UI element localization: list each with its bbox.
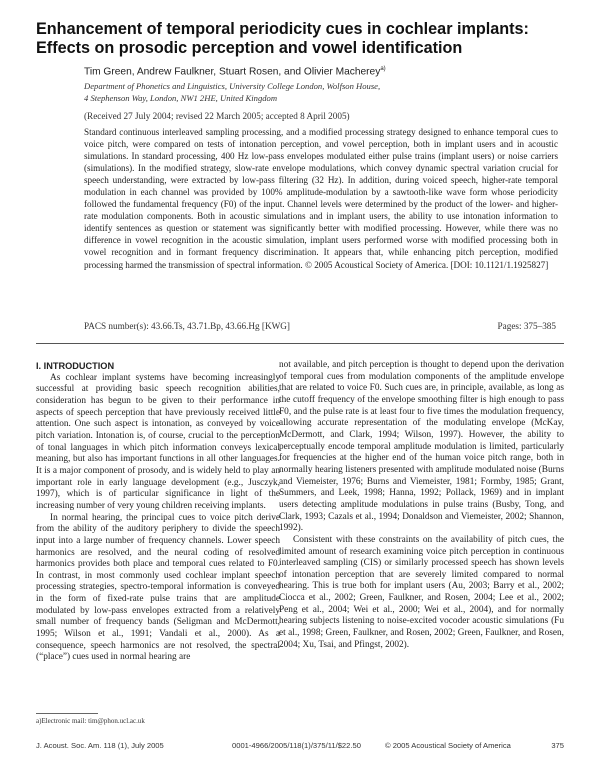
abstract: Standard continuous interleaved sampling processing, and a modified processing strategy designed to enhance temporal cues to voice pitch, were compared on tests of intonation perception, and vowel perception, both in implant users and in acoustic simulations. In standard processing, 400 Hz low-pass envelopes modulated either pulse trains (implant users) or noise carriers (simulations). In the modified strategy, slow-rate envelope modulations, which convey dynamic spectral variation crucial for speech understanding, were extracted by low-pass filtering (32 Hz). In addition, during voiced speech, higher-rate temporal modulation in each channel was provided by 100% amplitude-modulation by a sawtooth-like wave form whose periodicity followed the fundamental frequency (F0) of the input. Channel levels were determined by the product of the lower- and higher-rate modulation components. Both in acoustic simulations and in implant users, the ability to use intonation information to identify sentences as question or statement was significantly better with modified processing. However, while there was no difference in vowel recognition in the acoustic simulation, implant users performed worse with modified processing both in vowel recognition and in formant frequency discrimination. It appears that, while enhancing pitch perception, modified processing harmed the transmission of spectral information. © 2005 Acoustical Society of America. [DOI: 10.1121/1.1925827]	[84, 127, 558, 270]
paper-title: Enhancement of temporal periodicity cues in cochlear implants: Effects on prosodic perception and vowel identification	[36, 20, 529, 57]
left-column	[36, 361, 280, 664]
footer-copyright: © 2005 Acoustical Society of America	[385, 741, 511, 750]
intro-paragraph-2: In normal hearing, the principal cues to voice pitch derive from the ability of the auditory periphery to divide the speech input into a large number of frequency channels. Lower speech harmonics are resolved, and the neural coding of resolved harmonics provides both place and temporal cues related to F0. In contrast, in most commonly used cochlear implant speech processing strategies, spectro-temporal information is conveyed in the form of fixed-rate pulse trains that are amplitude modulated by low-pass envelopes extracted from a relatively small number of frequency bands (Seligman and McDermott, 1995; Wilson et al., 1991; Vandali et al., 2000). As a consequence, speech harmonics are not resolved, the spectral (“place”) cues used in normal hearing are	[36, 512, 280, 663]
footer-journal: J. Acoust. Soc. Am. 118 (1), July 2005	[36, 741, 164, 750]
footer-page-number: 375	[551, 741, 564, 750]
footnote-divider	[36, 713, 98, 714]
pacs-numbers: PACS number(s): 43.66.Ts, 43.71.Bp, 43.66.Hg [KWG]	[84, 321, 290, 331]
intro-paragraph-4: Consistent with these constraints on the availability of pitch cues, the limited amount of research examining voice pitch perception in continuous interleaved sampling (CIS) or similarly processed speech has shown levels of intonation perception that are severely limited compared to normal hearing. This is true both for implant users (Au, 2003; Barry et al., 2002; Ciocca et al., 2002; Green, Faulkner, and Rosen, 2004; Lee et al., 2002; Peng et al., 2004; Wei et al., 2000; Wei et al., 2004), and for normally hearing subjects listening to noise-excited vocoder acoustic simulations (Fu et al., 1998; Green, Faulkner, and Rosen, 2002; Green, Faulkner, and Rosen, 2004; Xu, Tsai, and Pfingst, 2002).	[279, 534, 564, 650]
right-column	[279, 360, 564, 651]
intro-paragraph-3: not available, and pitch perception is thought to depend upon the derivation of temporal cues from modulation components of the amplitude envelope that are related to voice F0. Such cues are, in principle, available, as long as the cutoff frequency of the envelope smoothing filter is high enough to pass F0, and the pulse rate is at least four to five times the modulation frequency, allowing accurate representation of the modulating envelope (McKay, McDermott, and Clark, 1994; Wilson, 1997). However, the ability to perceptually encode temporal amplitude modulation is limited, particularly for frequencies at the higher end of the human voice pitch range, both in normally hearing listeners presented with amplitude modulated noise (Burns and Viemeister, 1976; Burns and Viemeister, 1981; Formby, 1985; Grant, Summers, and Leek, 1998; Hanna, 1992; Pollack, 1969) and in implant users detecting amplitude modulations in pulse trains (Busby, Tong, and Clark, 1993; Cazals et al., 1994; Donaldson and Viemeister, 2002; Shannon, 1992).	[279, 360, 564, 534]
affiliation-line-1: Department of Phonetics and Linguistics, University College London, Wolfson House,	[84, 81, 381, 91]
author-list	[84, 66, 386, 77]
section-divider	[36, 343, 564, 344]
footnote: a)Electronic mail: tim@phon.ucl.ac.uk	[36, 717, 145, 725]
page-range: Pages: 375–385	[497, 321, 556, 331]
author-footnote-mark: a)	[380, 66, 386, 72]
affiliation	[84, 81, 554, 104]
footer-code: 0001-4966/2005/118(1)/375/11/$22.50	[232, 741, 361, 750]
section-heading: I. INTRODUCTION	[36, 361, 115, 371]
intro-paragraph-1: As cochlear implant systems have becoming increasingly successful at providing basic speech recognition abilities, consideration has begun to be given to their performance in aspects of speech perception that have previously received little attention. One such aspect is intonation, as conveyed by voice pitch variation. Intonation is, of course, crucial to the perception of tonal languages in which pitch information conveys lexical meaning, but also has important functions in all other languages. It is a major component of prosody, and is widely held to play an important role in early language development (e.g., Jusczyk, 1997), which is of particular significance in light of the increasing number of very young children receiving implants.	[36, 372, 280, 511]
received-dates: (Received 27 July 2004; revised 22 March 2005; accepted 8 April 2005)	[84, 111, 350, 121]
affiliation-line-2: 4 Stephenson Way, London, NW1 2HE, United Kingdom	[84, 92, 278, 103]
author-names: Tim Green, Andrew Faulkner, Stuart Rosen, and Olivier Macherey	[84, 66, 381, 78]
